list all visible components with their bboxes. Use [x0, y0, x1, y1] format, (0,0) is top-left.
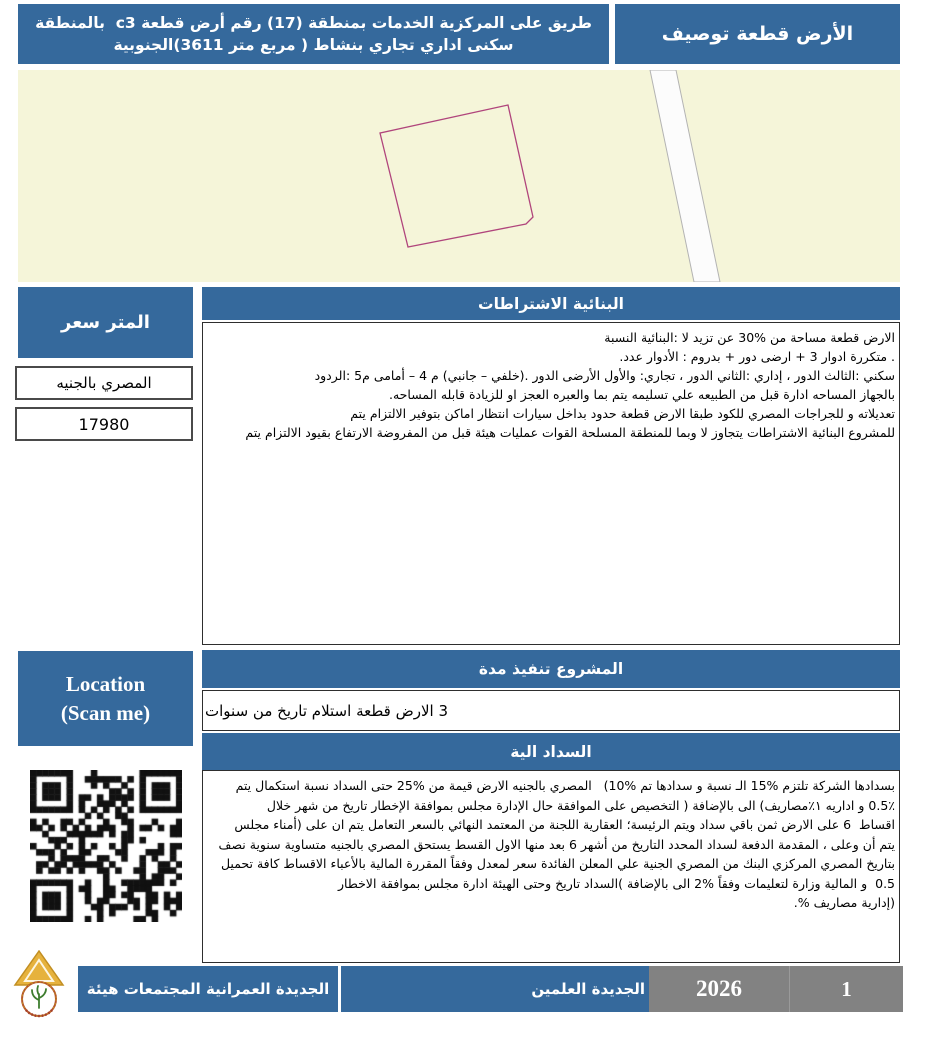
authority-logo: [6, 950, 72, 1022]
qr-code: [30, 770, 182, 922]
project-duration-header: مدة‎ ‎تنفيذ‎ ‎المشروع: [202, 650, 900, 688]
payment-line: .%‎ ‎مصاريف‎ ‎إدارية): [793, 895, 895, 910]
footer-page-number: 1: [790, 966, 903, 1012]
payment-method-text: [202, 770, 900, 963]
footer-city-name: العلمين‎ ‎الجديدة: [341, 966, 649, 1012]
requirement-line: يتم‎ ‎الالتزام‎ ‎بتوفير‎ ‎اماكن‎ ‎انتظار‎ ‎سيارات‎ ‎بداخل‎ ‎حدود‎ ‎قطعة‎ ‎الارض‎ ‎طبقا‎ ‎للكود‎ ‎المصري‎ ‎للجراجات‎ ‎و‎ ‎تعديلاته: [350, 406, 895, 421]
authority-emblem-icon: [6, 950, 72, 1022]
building-requirements-header: الاشتراطات‎ ‎البنائية: [202, 287, 900, 320]
requirement-line: .المساحه‎ ‎قابله‎ ‎للزيادة‎ ‎او‎ ‎العجز‎ ‎والعبره‎ ‎بما‎ ‎يتم‎ ‎تسليمه‎ ‎علي‎ ‎الطبيعه‎ ‎من‎ ‎قبل‎ ‎ادارة‎ ‎المساحه‎ ‎بالجهاز: [388, 387, 895, 402]
requirement-line: .عدد‎ ‎الأدوار‎ ‎:‎ ‎بدروم‎ ‎+‎ ‎دور‎ ‎ارضى‎ ‎+‎ ‎3‎ ‎ادوار‎ ‎متكررة‎ ‎.: [619, 349, 895, 364]
location-scan-label: Location (Scan me): [18, 651, 193, 746]
plot-description-line2: الجنوبية(3611‎ ‎متر‎ ‎مربع‎ ‎)‎ ‎بنشاط‎ ‎تجاري‎ ‎اداري‎ ‎سكنى: [113, 36, 514, 54]
price-value-cell: 17980: [15, 407, 193, 441]
payment-line: يتم‎ ‎استكمال‎ ‎نسبة‎ ‎السداد‎ ‎حتى‎ ‎25%‎ ‎من‎ ‎قيمة‎ ‎الارض‎ ‎بالجنيه‎ ‎المصري‎ ‎‎ ‎‎ ‎(10%‎ ‎تم‎ ‎سدادها‎ ‎و‎ ‎نسبة‎ ‎الـ‎ ‎15%‎ ‎تلتزم‎ ‎الشركة‎ ‎بسدادها: [235, 778, 895, 793]
plot-location-map: [18, 70, 900, 282]
payment-line: الاخطار‎ ‎بموافقة‎ ‎مجلس‎ ‎ادارة‎ ‎الهيئة‎ ‎وحتى‎ ‎تاريخ‎ ‎السداد(‎ ‎بالإضافة‎ ‎الى‎ ‎2%‎ ‎وفقاً‎ ‎لتعليمات‎ ‎وزارة‎ ‎المالية‎ ‎و‎ ‎‎ ‎0.5: [337, 875, 895, 891]
building-requirements-text: [202, 322, 900, 645]
requirement-line: النسبة‎ ‎البنائية:‎ ‎لا‎ ‎تزيد‎ ‎عن‎ ‎30%‎ ‎من‎ ‎مساحة‎ ‎قطعة‎ ‎الارض: [604, 330, 895, 345]
map-canvas: [18, 70, 900, 282]
price-per-meter-header: سعر‎ ‎المتر: [18, 287, 193, 358]
payment-line: تحميل‎ ‎كافة‎ ‎الاقساط‎ ‎بالأعباء‎ ‎المالية‎ ‎المقررة‎ ‎وفقاً‎ ‎لمعدل‎ ‎سعر‎ ‎الفائدة‎ ‎المعلن‎ ‎علي‎ ‎الجنية‎ ‎المصري‎ ‎من‎ ‎البنك‎ ‎المركزي‎ ‎المصري‎ ‎بتاريخ: [220, 856, 895, 871]
plot-description-line1: بالمنطقة‎ ‎‎ ‎c3‎ ‎قطعة‎ ‎أرض‎ ‎رقم‎ ‎(17)‎ ‎بمنطقة‎ ‎الخدمات‎ ‎المركزية‎ ‎على‎ ‎طريق: [35, 14, 592, 32]
price-currency-cell: بالجنيه‎ ‎المصري: [15, 366, 193, 400]
payment-line: نصف‎ ‎سنوية‎ ‎متساوية‎ ‎بالجنيه‎ ‎المصري‎ ‎يستحق‎ ‎القسط‎ ‎الاول‎ ‎منها‎ ‎بعد‎ ‎6‎ ‎أشهر‎ ‎من‎ ‎التاريخ‎ ‎المحدد‎ ‎لسداد‎ ‎الدفعة‎ ‎المقدمة‎ ‎،‎ ‎وعلى‎ ‎أن‎ ‎يتم: [218, 836, 895, 852]
payment-method-header: الية‎ ‎السداد: [202, 733, 900, 770]
payment-line: خلال‎ ‎شهر‎ ‎من‎ ‎تاريخ‎ ‎الإخطار‎ ‎بموافقة‎ ‎مجلس‎ ‎الإدارة‎ ‎حال‎ ‎الموافقة‎ ‎على‎ ‎التخصيص‎ ‎)‎ ‎بالإضافة‎ ‎الى‎ ‎(١٪مصاريف‎ ‎اداريه‎ ‎و‎ ‎0.5٪: [266, 797, 895, 813]
page-title: توصيف‎ ‎قطعة‎ ‎الأرض: [615, 4, 900, 64]
plot-description-header: [18, 4, 609, 64]
footer-authority-name: هيئة‎ ‎المجتمعات‎ ‎العمرانية‎ ‎الجديدة: [78, 966, 338, 1012]
footer-year: 2026: [649, 966, 790, 1012]
requirement-line: يتم‎ ‎الالتزام‎ ‎بقيود‎ ‎الارتفاع‎ ‎المفروضة‎ ‎من‎ ‎قبل‎ ‎هيئة‎ ‎عمليات‎ ‎القوات‎ ‎المسلحة‎ ‎للمنطقة‎ ‎وبما‎ ‎لا‎ ‎يتجاوز‎ ‎الاشتراطات‎ ‎البنائية‎ ‎للمشروع: [245, 425, 895, 440]
project-duration-value: سنوات‎ ‎من‎ ‎تاريخ‎ ‎استلام‎ ‎قطعة‎ ‎الارض‎ ‎3: [202, 690, 900, 731]
payment-line: مجلس‎ ‎أمناء)‎ ‎على‎ ‎ان‎ ‎يتم‎ ‎التعامل‎ ‎بالسعر‎ ‎النهائي‎ ‎المعتمد‎ ‎من‎ ‎اللجنة‎ ‎العقارية‎ ‎الرئيسة؛‎ ‎ويتم‎ ‎سداد‎ ‎باقي‎ ‎ثمن‎ ‎الارض‎ ‎على‎ ‎6‎ ‎‎ ‎اقساط: [234, 817, 895, 832]
road-shape: [650, 70, 720, 282]
plot-boundary-outline: [380, 105, 533, 247]
requirement-line: الردود:‎ ‎5م‎ ‎أمامى‎ ‎–‎ ‎4‎ ‎م‎ ‎(جانبي‎ ‎–‎ ‎خلفي).‎ ‎الدور‎ ‎الأرضى‎ ‎والأول‎ ‎:تجاري‎ ‎،‎ ‎الدور‎ ‎الثاني:‎ ‎إداري‎ ‎،‎ ‎الدور‎ ‎الثالث:‎ ‎سكني: [314, 368, 895, 383]
